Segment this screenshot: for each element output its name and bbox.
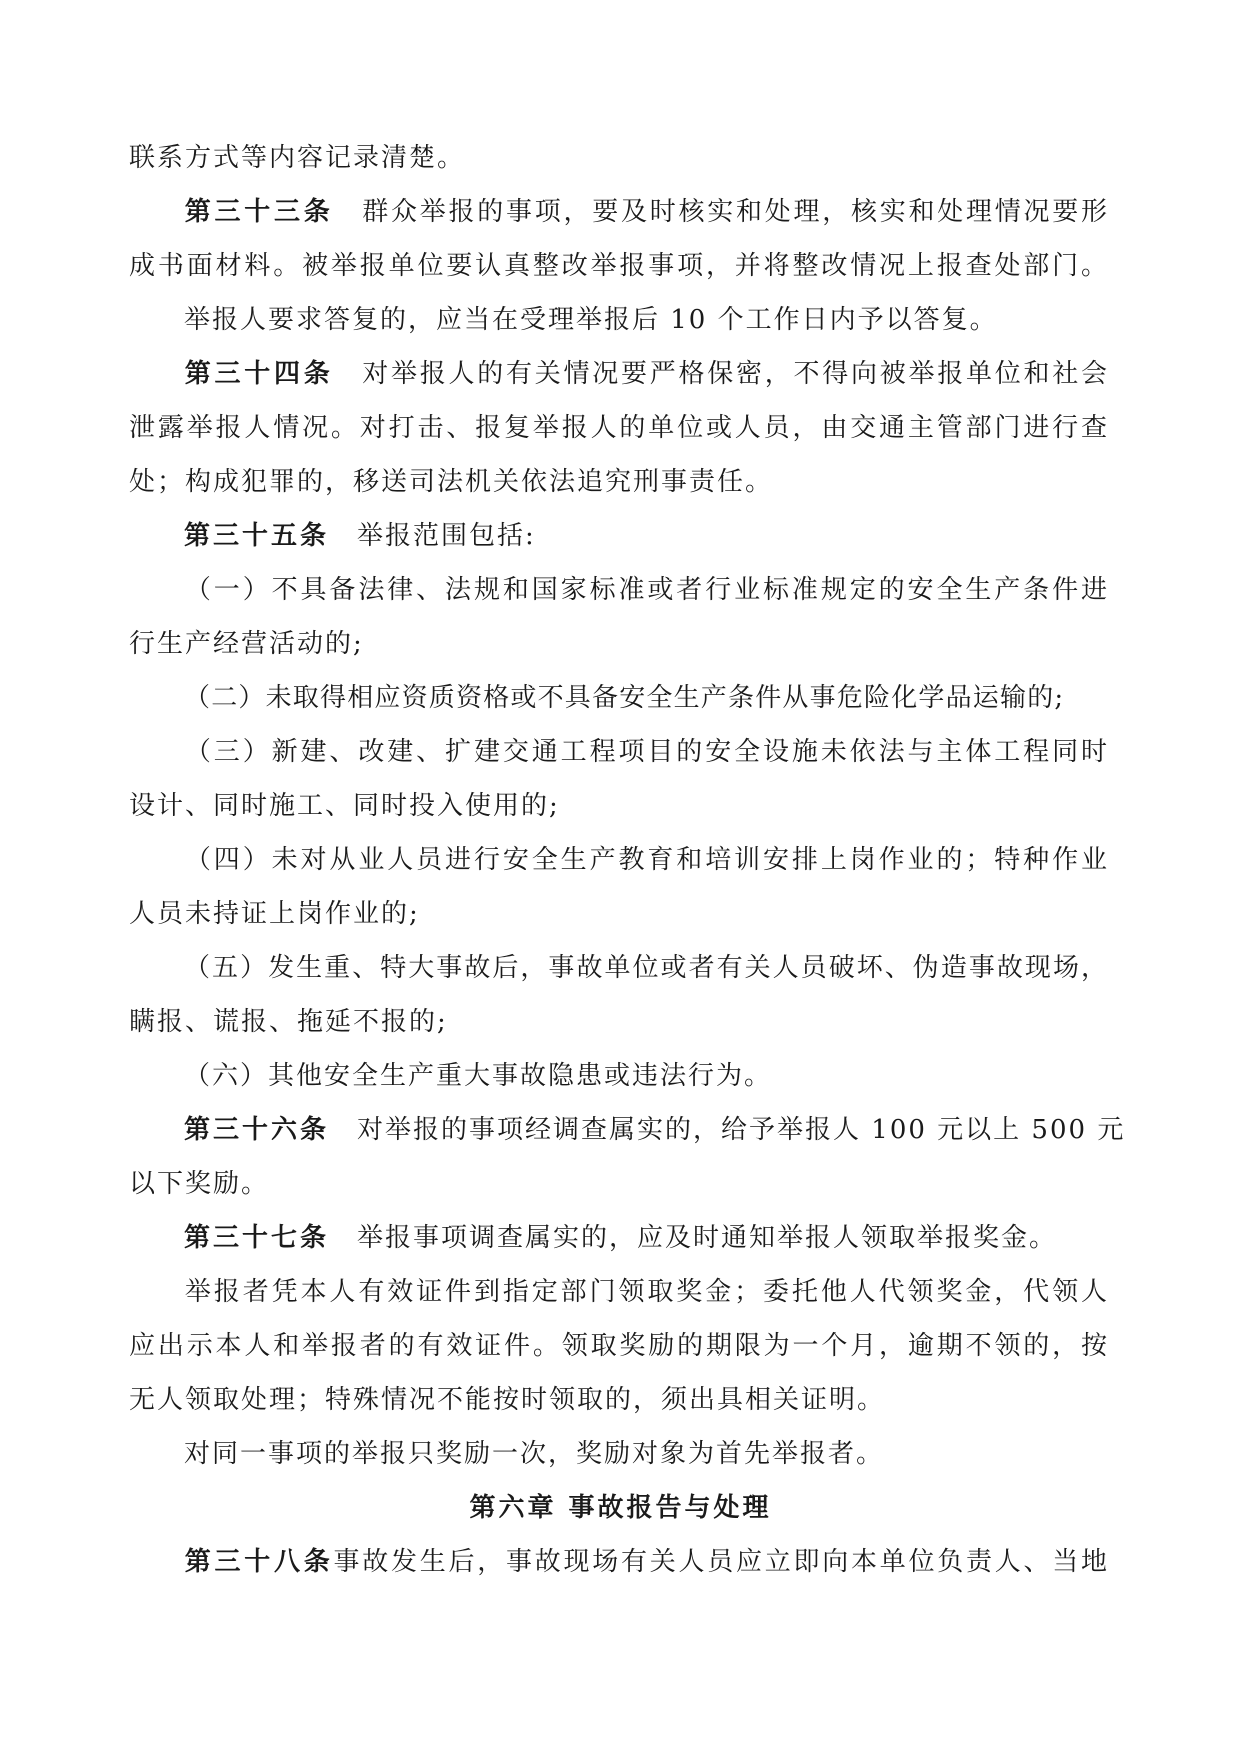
list-item-text: （五）发生重、特大事故后，事故单位或者有关人员破坏、伪造事故现场， xyxy=(184,953,1109,983)
list-item-2: （二）未取得相应资质资格或不具备安全生产条件从事危险化学品运输的; xyxy=(184,683,1065,713)
chapter-heading: 第六章 事故报告与处理 xyxy=(469,1493,772,1523)
list-item-4 xyxy=(129,844,1109,876)
list-item-text: （四）未对从业人员进行安全生产教育和培训安排上岗作业的；特种作业 xyxy=(184,845,1109,875)
article-heading: 第三十三条 xyxy=(184,197,334,227)
article-heading: 第三十五条 xyxy=(184,521,330,551)
paragraph-line: 成书面材料。被举报单位要认真整改举报事项，并将整改情况上报查处部门。 xyxy=(129,251,1109,281)
paragraph-line xyxy=(129,1276,1109,1308)
paragraph-line: 无人领取处理；特殊情况不能按时领取的，须出具相关证明。 xyxy=(129,1385,886,1415)
paragraph-line: 联系方式等内容记录清楚。 xyxy=(129,143,466,173)
paragraph-line: 以下奖励。 xyxy=(129,1169,270,1199)
article-34 xyxy=(129,358,1109,390)
paragraph-line: 应出示本人和举报者的有效证件。领取奖励的期限为一个月，逾期不领的，按 xyxy=(129,1331,1109,1361)
article-text: 对举报的事项经调查属实的，给予举报人 100 元以上 500 元 xyxy=(357,1115,1126,1145)
paragraph-line: 对同一事项的举报只奖励一次，奖励对象为首先举报者。 xyxy=(184,1439,885,1469)
paragraph-text: 举报者凭本人有效证件到指定部门领取奖金；委托他人代领奖金，代领人 xyxy=(184,1277,1109,1307)
paragraph-line: 行生产经营活动的; xyxy=(129,629,364,659)
article-heading: 第三十七条 xyxy=(184,1223,330,1253)
list-item-3 xyxy=(129,736,1109,768)
list-item-1 xyxy=(129,574,1109,606)
article-38 xyxy=(129,1546,1109,1578)
article-heading: 第三十四条 xyxy=(184,359,334,389)
article-heading: 第三十八条 xyxy=(184,1547,334,1577)
list-item-text: （一）不具备法律、法规和国家标准或者行业标准规定的安全生产条件进 xyxy=(184,575,1109,605)
paragraph-line: 设计、同时施工、同时投入使用的; xyxy=(129,791,560,821)
article-text: 事故发生后，事故现场有关人员应立即向本单位负责人、当地 xyxy=(333,1547,1109,1577)
paragraph-line: 泄露举报人情况。对打击、报复举报人的单位或人员，由交通主管部门进行查 xyxy=(129,413,1109,443)
list-item-6: （六）其他安全生产重大事故隐患或违法行为。 xyxy=(184,1061,773,1091)
paragraph-line: 处；构成犯罪的，移送司法机关依法追究刑事责任。 xyxy=(129,467,774,497)
paragraph-line: 瞒报、谎报、拖延不报的; xyxy=(129,1007,448,1037)
article-text: 群众举报的事项，要及时核实和处理，核实和处理情况要形 xyxy=(361,197,1109,227)
article-text: 举报范围包括: xyxy=(357,521,536,551)
article-35 xyxy=(184,520,536,552)
article-36 xyxy=(129,1114,1126,1146)
article-text: 举报事项调查属实的，应及时通知举报人领取举报奖金。 xyxy=(357,1223,1058,1253)
article-text: 对举报人的有关情况要严格保密，不得向被举报单位和社会 xyxy=(361,359,1109,389)
article-37 xyxy=(184,1222,1057,1254)
article-heading: 第三十六条 xyxy=(184,1115,330,1145)
paragraph-line: 人员未持证上岗作业的; xyxy=(129,899,420,929)
article-33 xyxy=(129,196,1109,228)
list-item-5 xyxy=(129,952,1109,984)
list-item-text: （三）新建、改建、扩建交通工程项目的安全设施未依法与主体工程同时 xyxy=(184,737,1109,767)
paragraph-line: 举报人要求答复的，应当在受理举报后 10 个工作日内予以答复。 xyxy=(184,305,998,335)
